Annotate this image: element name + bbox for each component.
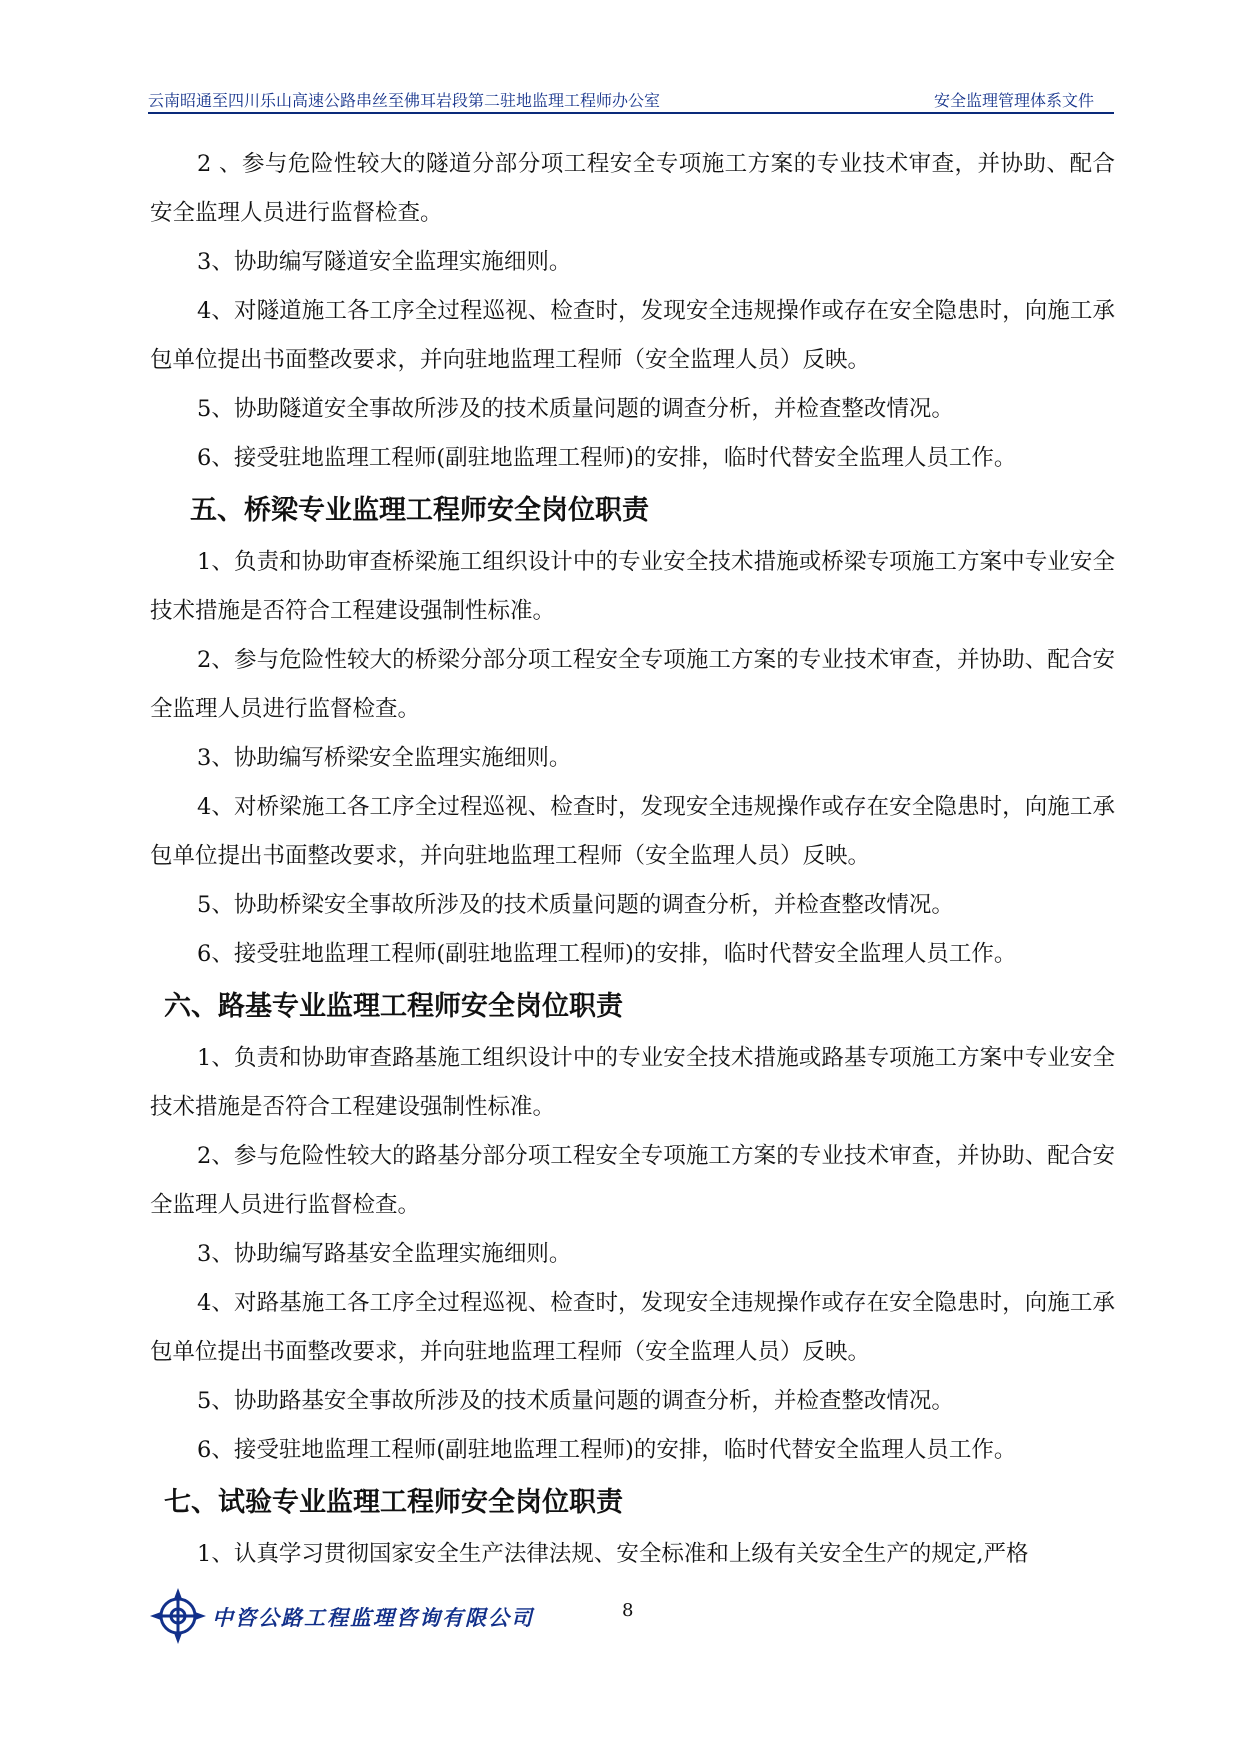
tunnel-item-3: 3、协助编写隧道安全监理实施细则。: [197, 249, 572, 275]
tunnel-item-6: 6、接受驻地监理工程师(副驻地监理工程师)的安排，临时代替安全监理人员工作。: [197, 445, 1017, 471]
bridge-item-4: 4、对桥梁施工各工序全过程巡视、检查时，发现安全违规操作或存在安全隐患时，向施工承包单位提出书面整改要求，并向驻地监理工程师（安全监理人员）反映。: [150, 794, 1115, 869]
header-document-type: 安全监理管理体系文件: [933, 91, 1094, 110]
section-heading-testing: 七、试验专业监理工程师安全岗位职责: [164, 1487, 623, 1518]
bridge-item-1: 1、负责和协助审查桥梁施工组织设计中的专业安全技术措施或桥梁专项施工方案中专业安全技术措施是否符合工程建设强制性标准。: [150, 549, 1115, 624]
page-number: 8: [622, 1600, 634, 1621]
subgrade-item-4: 4、对路基施工各工序全过程巡视、检查时，发现安全违规操作或存在安全隐患时，向施工承包单位提出书面整改要求，并向驻地监理工程师（安全监理人员）反映。: [150, 1290, 1115, 1365]
bridge-item-3: 3、协助编写桥梁安全监理实施细则。: [197, 745, 572, 771]
tunnel-item-2: 2 、参与危险性较大的隧道分部分项工程安全专项施工方案的专业技术审查，并协助、配合安全监理人员进行监督检查。: [150, 151, 1115, 226]
tunnel-item-5: 5、协助隧道安全事故所涉及的技术质量问题的调查分析，并检查整改情况。: [197, 396, 954, 422]
bridge-item-6: 6、接受驻地监理工程师(副驻地监理工程师)的安排，临时代替安全监理人员工作。: [197, 941, 1017, 967]
page-header: [148, 86, 1114, 114]
company-logo-icon: [148, 1586, 208, 1646]
subgrade-item-1: 1、负责和协助审查路基施工组织设计中的专业安全技术措施或路基专项施工方案中专业安全技术措施是否符合工程建设强制性标准。: [150, 1045, 1115, 1120]
bridge-item-5: 5、协助桥梁安全事故所涉及的技术质量问题的调查分析，并检查整改情况。: [197, 892, 954, 918]
page-footer: [148, 1586, 1114, 1646]
subgrade-item-3: 3、协助编写路基安全监理实施细则。: [197, 1241, 572, 1267]
bridge-item-2: 2、参与危险性较大的桥梁分部分项工程安全专项施工方案的专业技术审查，并协助、配合安全监理人员进行监督检查。: [150, 647, 1115, 722]
document-body: [150, 140, 1115, 1579]
subgrade-item-6: 6、接受驻地监理工程师(副驻地监理工程师)的安排，临时代替安全监理人员工作。: [197, 1437, 1017, 1463]
section-heading-bridge: 五、桥梁专业监理工程师安全岗位职责: [190, 495, 649, 526]
header-office-name: 云南昭通至四川乐山高速公路串丝至佛耳岩段第二驻地监理工程师办公室: [148, 91, 661, 110]
section-heading-subgrade: 六、路基专业监理工程师安全岗位职责: [164, 991, 623, 1022]
footer-company-name: 中咨公路工程监理咨询有限公司: [212, 1605, 534, 1630]
subgrade-item-5: 5、协助路基安全事故所涉及的技术质量问题的调查分析，并检查整改情况。: [197, 1388, 954, 1414]
testing-item-1: 1、认真学习贯彻国家安全生产法律法规、安全标准和上级有关安全生产的规定,严格: [197, 1541, 1029, 1567]
tunnel-item-4: 4、对隧道施工各工序全过程巡视、检查时，发现安全违规操作或存在安全隐患时，向施工承包单位提出书面整改要求，并向驻地监理工程师（安全监理人员）反映。: [150, 298, 1115, 373]
subgrade-item-2: 2、参与危险性较大的路基分部分项工程安全专项施工方案的专业技术审查，并协助、配合安全监理人员进行监督检查。: [150, 1143, 1115, 1218]
